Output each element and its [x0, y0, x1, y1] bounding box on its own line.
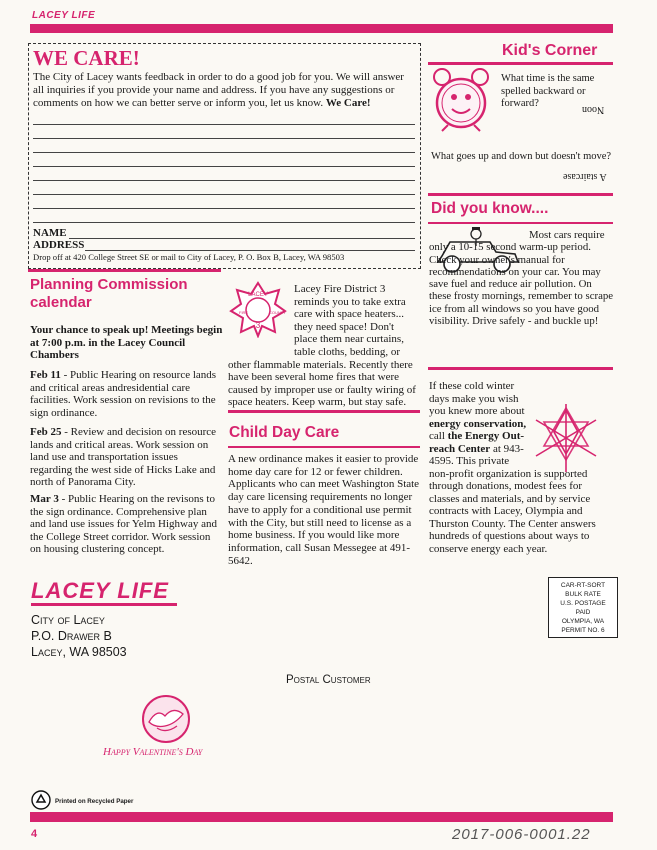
address-field[interactable]	[85, 250, 415, 251]
planning-top-rule	[28, 269, 221, 272]
fire-end-rule	[228, 410, 420, 413]
return-address-line: Lacey, WA 98503	[31, 645, 127, 659]
kids-a2: A staircase	[563, 171, 607, 182]
indicia-line: OLYMPIA, WA	[561, 618, 605, 625]
we-care-body	[33, 71, 413, 110]
planning-item	[30, 369, 222, 419]
fire-float-spacer	[228, 283, 294, 351]
energy-text	[429, 380, 615, 555]
form-line-6[interactable]	[33, 194, 415, 195]
energy-center-name: the Energy Out-reach Center	[429, 430, 525, 455]
form-line-4[interactable]	[33, 166, 415, 167]
name-label: NAME	[33, 227, 67, 239]
child-care-text: A new ordinance makes it easier to provide home day care for 12 or fewer children. Applicants who can meet Washington State day care licensing requirements no longer have to apply for a conditional use permit with the City, but still need to license as a home business. If you would like more information, call Susan Messegee at 491-5642.	[228, 453, 420, 567]
fire-badge-right: COUNTY	[269, 310, 286, 315]
mailer-logo	[31, 578, 169, 604]
planning-item-text: - Public Hearing on the revisons to the sign ordinance. Comprehensive plan and land use issues for Yelm Highway and the College Street corridor. Work session on housing clustering concept.	[30, 493, 217, 556]
did-you-know-rule-2	[428, 222, 613, 224]
we-care-title: WE CARE!	[33, 46, 140, 70]
planning-title-line1: Planning Commission	[30, 276, 188, 293]
postage-indicia	[548, 577, 618, 638]
kids-corner-title: Kid's Corner	[502, 42, 598, 59]
planning-item-text: - Review and decision on resource lands and critical areas. Work session on land use and transportation issues regarding the west side of Hicks Lake and north of Panorama City.	[30, 426, 217, 489]
name-field[interactable]	[69, 238, 415, 239]
child-care-title: Child Day Care	[229, 424, 340, 441]
archive-id: 2017-006-0001.22	[452, 826, 591, 843]
kids-q2: What goes up and down but doesn't move?	[431, 151, 612, 162]
fire-badge-number: 3	[255, 321, 261, 330]
fire-badge-left: FIRE	[239, 310, 249, 315]
header-logo: LACEY LIFE	[32, 10, 96, 21]
valentine-caption: Happy Valentine's Day	[103, 746, 203, 758]
energy-text-post: at 943-4595. This private non-profit organization is supported through donations, modest fees for classes and materials, and by service contracts with Lacey, Olympia and Thurston County. The Center answers hundreds of questions about ways to conserve energy each year.	[429, 442, 596, 555]
address-label: ADDRESS	[33, 239, 85, 251]
did-you-know-title: Did you know....	[431, 200, 549, 217]
kids-q1: What time is the same spelled backward or forward?	[501, 73, 595, 109]
recycle-icon	[31, 790, 51, 810]
form-line-1[interactable]	[33, 124, 415, 125]
planning-intro: Your chance to speak up! Meetings begin at 7:00 p.m. in the Lacey Council Chambers	[30, 324, 223, 362]
we-care-body-text: The City of Lacey wants feedback in order to do a good job for you. We will answer all inquiries if you provide your name and address. If you have any suggestions or comments on how we can better serve or inform you, let us know.	[33, 71, 404, 109]
energy-float-spacer	[529, 380, 615, 460]
kids-corner-rule	[428, 62, 613, 65]
indicia-line: BULK RATE	[565, 591, 601, 598]
planning-item	[30, 493, 222, 556]
we-care-body-bold: We Care!	[325, 97, 371, 109]
fire-text	[228, 283, 418, 409]
indicia-line: PAID	[575, 609, 591, 616]
child-care-rule	[228, 446, 420, 448]
page-number: 4	[31, 828, 38, 840]
form-line-8[interactable]	[33, 222, 415, 223]
dropoff-text: Drop off at 420 College Street SE or mail to City of Lacey, P. O. Box B, Lacey, WA 98503	[33, 252, 345, 262]
alarm-clock-icon	[428, 67, 494, 133]
return-address-line: City of Lacey	[31, 613, 105, 627]
kids-a1: Noon	[582, 104, 605, 115]
recycled-note: Printed on Recycled Paper	[55, 798, 134, 805]
planning-item-date: Feb 11	[30, 369, 61, 381]
footer-bar	[30, 812, 613, 822]
did-you-know-text: Most cars require only a 10-15 second warm-up period. Check your owner's manual for recommendations on your car. You may save fuel and reduce air pollution. On these frosty mornings, remember to scrape ice from all windows so you have good visibility. Drive safely - and buckle up!	[429, 229, 614, 328]
did-you-know-rule	[428, 193, 613, 196]
planning-item	[30, 426, 222, 489]
planning-item-date: Feb 25	[30, 426, 62, 438]
form-line-5[interactable]	[33, 180, 415, 181]
return-address	[31, 612, 127, 660]
energy-text-mid: call	[429, 430, 448, 442]
header-bar	[30, 24, 613, 33]
postal-customer: Postal Customer	[286, 674, 371, 686]
mailer-logo-rule	[31, 603, 177, 606]
form-line-3[interactable]	[33, 152, 415, 153]
form-line-2[interactable]	[33, 138, 415, 139]
did-you-know-end-rule	[428, 367, 613, 370]
indicia-line: PERMIT NO. 6	[561, 627, 605, 634]
form-line-7[interactable]	[33, 208, 415, 209]
return-address-line: P.O. Drawer B	[31, 629, 112, 643]
planning-title	[30, 276, 188, 312]
fire-text-body: Lacey Fire District 3 reminds you to take extra care with space heaters... they need space! Don't place them near curtains, table cloths, bedding, or other flammable materials. Recently there have been several home fires that were caused by improper use or faulty wiring of space heaters. Keep warm, but stay safe.	[228, 283, 416, 409]
mailer-logo-text: LACEY LIFE	[31, 578, 169, 603]
indicia-line: CAR-RT-SORT	[560, 582, 606, 589]
planning-item-text: - Public Hearing on resource lands and critical areas andresidential care facilities. Work session on revisions to the sign ordinance.	[30, 369, 217, 419]
energy-text-bold: energy conservation,	[429, 417, 527, 430]
fire-badge-top: LACEY	[248, 292, 268, 298]
energy-text-pre: If these cold winter days make you wish you knew more about	[429, 380, 525, 417]
planning-item-date: Mar 3	[30, 493, 59, 505]
indicia-line: U.S. POSTAGE	[560, 600, 606, 607]
valentine-doves-icon	[135, 694, 197, 744]
planning-title-line2: calendar	[30, 294, 92, 311]
